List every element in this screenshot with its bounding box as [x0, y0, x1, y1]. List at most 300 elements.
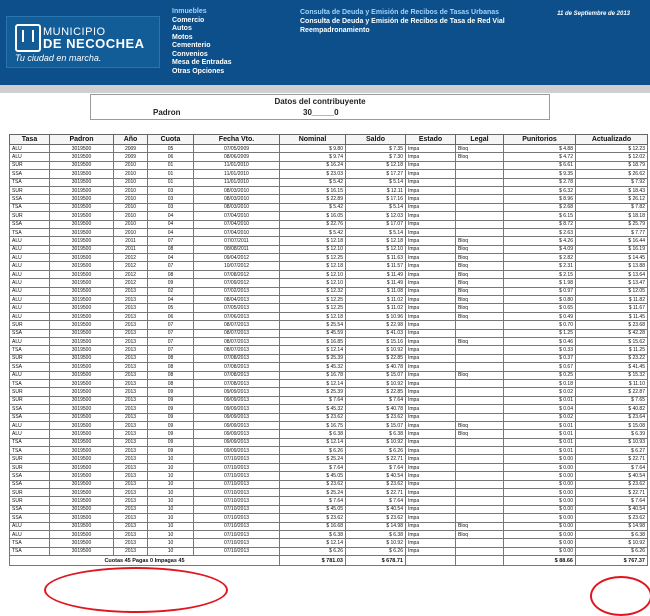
- cell-saldo: $ 5.14: [346, 178, 406, 186]
- cell-fecha-vto: 07/04/2010: [194, 212, 280, 220]
- cell-estado: Impa: [406, 212, 456, 220]
- cell-saldo: $ 23.62: [346, 514, 406, 522]
- cell-nominal: $ 16.75: [280, 421, 346, 429]
- contribuyente-title: Datos del contribuyente: [274, 97, 366, 106]
- cell-saldo: $ 22.98: [346, 321, 406, 329]
- cell-legal: Bloq: [456, 430, 504, 438]
- cell-legal: Bloq: [456, 371, 504, 379]
- cell-fecha-vto: 07/06/2013: [194, 312, 280, 320]
- cell-cuota: 04: [148, 228, 194, 236]
- cell-cuota: 07: [148, 329, 194, 337]
- cell-fecha-vto: 08/03/2010: [194, 195, 280, 203]
- cell-actualizado: $ 12.23: [576, 145, 648, 153]
- table-row: [10, 270, 648, 278]
- cell-cuota: 07: [148, 262, 194, 270]
- cell-cuota: 09: [148, 438, 194, 446]
- cell-estado: Impa: [406, 438, 456, 446]
- cell-padron: 3019500: [50, 388, 114, 396]
- cell-cuota: 01: [148, 161, 194, 169]
- table-footer-row: [10, 556, 648, 566]
- cell-saldo: $ 10.92: [346, 539, 406, 547]
- table-row: [10, 522, 648, 530]
- cell-fecha-vto: 07/08/2013: [194, 363, 280, 371]
- cell-legal: [456, 346, 504, 354]
- cell-tasa: SSA: [10, 505, 50, 513]
- table-row: [10, 547, 648, 555]
- cell-tasa: SUR: [10, 321, 50, 329]
- cell-fecha-vto: 07/10/2013: [194, 480, 280, 488]
- cell-anio: 2009: [114, 145, 148, 153]
- col-anio[interactable]: Año: [114, 135, 148, 145]
- cell-tasa: SSA: [10, 363, 50, 371]
- cell-estado: Impa: [406, 463, 456, 471]
- cell-tasa: ALU: [10, 421, 50, 429]
- cell-punitorios: $ 0.46: [504, 337, 576, 345]
- menu-item-otras-opciones[interactable]: Otras Opciones: [172, 67, 225, 75]
- cell-estado: Impa: [406, 203, 456, 211]
- cell-legal: [456, 321, 504, 329]
- cell-saldo: $ 41.03: [346, 329, 406, 337]
- cell-punitorios: $ 0.00: [504, 514, 576, 522]
- cell-tasa: ALU: [10, 296, 50, 304]
- cell-saldo: $ 7.64: [346, 497, 406, 505]
- cell-tasa: ALU: [10, 237, 50, 245]
- cell-nominal: $ 45.32: [280, 363, 346, 371]
- cell-punitorios: $ 0.02: [504, 413, 576, 421]
- cell-padron: 3019500: [50, 447, 114, 455]
- cell-fecha-vto: 07/08/2013: [194, 354, 280, 362]
- col-punitorios[interactable]: Punitorios: [504, 135, 576, 145]
- table-row: [10, 396, 648, 404]
- cell-legal: [456, 455, 504, 463]
- cell-punitorios: $ 0.00: [504, 497, 576, 505]
- cell-padron: 3019500: [50, 178, 114, 186]
- cell-actualizado: $ 14.98: [576, 522, 648, 530]
- cell-actualizado: $ 23.68: [576, 321, 648, 329]
- table-row: [10, 312, 648, 320]
- cell-fecha-vto: 11/01/2010: [194, 161, 280, 169]
- cell-legal: Bloq: [456, 337, 504, 345]
- cell-saldo: $ 15.07: [346, 421, 406, 429]
- cell-padron: 3019500: [50, 337, 114, 345]
- cell-legal: Bloq: [456, 279, 504, 287]
- cell-fecha-vto: 08/07/2013: [194, 321, 280, 329]
- cell-actualizado: $ 16.44: [576, 237, 648, 245]
- cell-legal: [456, 547, 504, 555]
- cell-legal: [456, 480, 504, 488]
- cell-punitorios: $ 0.00: [504, 547, 576, 555]
- col-legal[interactable]: Legal: [456, 135, 504, 145]
- cell-punitorios: $ 0.01: [504, 438, 576, 446]
- cell-fecha-vto: 10/07/2012: [194, 262, 280, 270]
- municipio-logo[interactable]: [6, 16, 160, 68]
- cell-actualizado: $ 6.27: [576, 447, 648, 455]
- menu-item-cementerio[interactable]: Cementerio: [172, 42, 211, 49]
- table-row: [10, 363, 648, 371]
- table-row: [10, 153, 648, 161]
- cell-actualizado: $ 7.82: [576, 203, 648, 211]
- cell-anio: 2013: [114, 354, 148, 362]
- menu-item-inmuebles[interactable]: Inmuebles: [172, 8, 207, 15]
- cell-punitorios: $ 0.04: [504, 405, 576, 413]
- cell-saldo: $ 11.49: [346, 279, 406, 287]
- cell-cuota: 10: [148, 497, 194, 505]
- cell-actualizado: $ 26.62: [576, 170, 648, 178]
- cell-padron: 3019500: [50, 279, 114, 287]
- cell-padron: 3019500: [50, 505, 114, 513]
- cell-saldo: $ 10.92: [346, 346, 406, 354]
- table-row: [10, 178, 648, 186]
- cell-tasa: TSA: [10, 438, 50, 446]
- cell-padron: 3019500: [50, 170, 114, 178]
- col-saldo[interactable]: Saldo: [346, 135, 406, 145]
- cell-cuota: 07: [148, 337, 194, 345]
- menu-item-motos[interactable]: Motos: [172, 33, 193, 41]
- cell-anio: 2013: [114, 329, 148, 337]
- cell-legal: [456, 388, 504, 396]
- table-row: [10, 245, 648, 253]
- cell-fecha-vto: 08/07/2013: [194, 346, 280, 354]
- cell-legal: [456, 472, 504, 480]
- cell-estado: Impa: [406, 505, 456, 513]
- cell-legal: Bloq: [456, 145, 504, 153]
- cell-nominal: $ 25.24: [280, 489, 346, 497]
- cell-punitorios: $ 0.00: [504, 489, 576, 497]
- cell-punitorios: $ 8.72: [504, 220, 576, 228]
- cell-legal: [456, 186, 504, 194]
- submenu-tasas-urbanas[interactable]: Consulta de Deuda y Emisión de Recibos de Tasas Urbanas: [300, 9, 500, 16]
- cell-padron: 3019500: [50, 220, 114, 228]
- cell-fecha-vto: 08/06/2009: [194, 153, 280, 161]
- sub-menu: [300, 8, 505, 35]
- cell-fecha-vto: 07/10/2013: [194, 547, 280, 555]
- cell-saldo: $ 40.54: [346, 505, 406, 513]
- table-row: [10, 497, 648, 505]
- table-row: [10, 388, 648, 396]
- cell-cuota: 04: [148, 220, 194, 228]
- menu-item-mesa-entradas[interactable]: Mesa de Entradas: [172, 59, 232, 66]
- menu-item-autos[interactable]: Autos: [172, 25, 192, 32]
- cell-fecha-vto: 07/10/2013: [194, 522, 280, 530]
- cell-anio: 2013: [114, 388, 148, 396]
- cell-legal: [456, 170, 504, 178]
- cell-punitorios: $ 0.01: [504, 396, 576, 404]
- cell-saldo: $ 22.71: [346, 489, 406, 497]
- cell-tasa: SSA: [10, 220, 50, 228]
- cell-fecha-vto: 07/10/2013: [194, 455, 280, 463]
- cell-tasa: SUR: [10, 388, 50, 396]
- cell-cuota: 09: [148, 388, 194, 396]
- cell-tasa: SUR: [10, 489, 50, 497]
- cell-legal: [456, 161, 504, 169]
- cell-saldo: $ 12.18: [346, 161, 406, 169]
- cell-anio: 2013: [114, 463, 148, 471]
- col-nominal[interactable]: Nominal: [280, 135, 346, 145]
- cell-anio: 2013: [114, 530, 148, 538]
- cell-tasa: TSA: [10, 203, 50, 211]
- cell-legal: [456, 220, 504, 228]
- cell-punitorios: $ 2.82: [504, 254, 576, 262]
- cell-actualizado: $ 7.65: [576, 396, 648, 404]
- cell-nominal: $ 12.14: [280, 379, 346, 387]
- cell-padron: 3019500: [50, 195, 114, 203]
- cell-estado: Impa: [406, 153, 456, 161]
- cell-anio: 2013: [114, 472, 148, 480]
- cell-estado: Impa: [406, 270, 456, 278]
- padron-label: Padron: [153, 108, 181, 117]
- table-body: [10, 145, 648, 556]
- cell-anio: 2013: [114, 413, 148, 421]
- col-estado[interactable]: Estado: [406, 135, 456, 145]
- cell-cuota: 04: [148, 212, 194, 220]
- cell-tasa: ALU: [10, 530, 50, 538]
- cell-legal: [456, 505, 504, 513]
- cell-fecha-vto: 08/03/2010: [194, 186, 280, 194]
- cell-fecha-vto: 08/04/2013: [194, 296, 280, 304]
- cell-anio: 2010: [114, 220, 148, 228]
- cell-cuota: 09: [148, 405, 194, 413]
- cell-tasa: TSA: [10, 447, 50, 455]
- cell-anio: 2013: [114, 505, 148, 513]
- cell-fecha-vto: 07/08/2013: [194, 379, 280, 387]
- cell-saldo: $ 11.49: [346, 270, 406, 278]
- cell-tasa: ALU: [10, 270, 50, 278]
- cell-nominal: $ 23.62: [280, 413, 346, 421]
- cell-padron: 3019500: [50, 489, 114, 497]
- cell-punitorios: $ 2.63: [504, 228, 576, 236]
- cell-tasa: SSA: [10, 195, 50, 203]
- table-row: [10, 405, 648, 413]
- cell-legal: Bloq: [456, 421, 504, 429]
- cell-nominal: $ 7.64: [280, 463, 346, 471]
- cell-punitorios: $ 0.02: [504, 388, 576, 396]
- cell-punitorios: $ 4.72: [504, 153, 576, 161]
- menu-item-convenios[interactable]: Convenios: [172, 50, 208, 58]
- cell-legal: Bloq: [456, 270, 504, 278]
- table-row: [10, 463, 648, 471]
- cell-anio: 2013: [114, 430, 148, 438]
- cell-actualizado: $ 13.88: [576, 262, 648, 270]
- cell-actualizado: $ 12.02: [576, 153, 648, 161]
- cell-padron: 3019500: [50, 514, 114, 522]
- cell-anio: 2013: [114, 447, 148, 455]
- current-date: 11 de Septiembre de 2013: [557, 11, 630, 17]
- cell-fecha-vto: 09/09/2013: [194, 438, 280, 446]
- cell-saldo: $ 14.98: [346, 522, 406, 530]
- cell-saldo: $ 6.26: [346, 547, 406, 555]
- cell-anio: 2010: [114, 178, 148, 186]
- cell-estado: Impa: [406, 379, 456, 387]
- cell-estado: Impa: [406, 530, 456, 538]
- cell-tasa: ALU: [10, 153, 50, 161]
- cell-estado: Impa: [406, 522, 456, 530]
- cell-nominal: $ 12.14: [280, 346, 346, 354]
- table-row: [10, 413, 648, 421]
- cell-estado: Impa: [406, 279, 456, 287]
- cell-saldo: $ 10.92: [346, 438, 406, 446]
- cell-padron: 3019500: [50, 371, 114, 379]
- table-row: [10, 379, 648, 387]
- cell-padron: 3019500: [50, 304, 114, 312]
- cell-actualizado: $ 15.08: [576, 421, 648, 429]
- cell-actualizado: $ 7.77: [576, 228, 648, 236]
- cell-anio: 2013: [114, 514, 148, 522]
- col-cuota[interactable]: Cuota: [148, 135, 194, 145]
- col-fecha-vto[interactable]: Fecha Vto.: [194, 135, 280, 145]
- cell-tasa: ALU: [10, 371, 50, 379]
- cell-nominal: $ 7.64: [280, 497, 346, 505]
- cell-punitorios: $ 0.33: [504, 346, 576, 354]
- cell-legal: [456, 203, 504, 211]
- cell-nominal: $ 6.38: [280, 530, 346, 538]
- footer-empty-legal: [456, 556, 504, 566]
- submenu-reempadronamiento[interactable]: Reempadronamiento: [300, 27, 370, 34]
- cell-actualizado: $ 12.05: [576, 287, 648, 295]
- cell-anio: 2013: [114, 287, 148, 295]
- cell-saldo: $ 11.08: [346, 287, 406, 295]
- cell-anio: 2013: [114, 522, 148, 530]
- cell-cuota: 10: [148, 472, 194, 480]
- cell-anio: 2010: [114, 228, 148, 236]
- cell-actualizado: $ 18.43: [576, 186, 648, 194]
- cell-saldo: $ 6.38: [346, 530, 406, 538]
- cell-legal: [456, 396, 504, 404]
- table-row: [10, 480, 648, 488]
- cell-punitorios: $ 0.01: [504, 430, 576, 438]
- cell-actualizado: $ 10.93: [576, 438, 648, 446]
- cell-anio: 2012: [114, 270, 148, 278]
- cell-actualizado: $ 25.79: [576, 220, 648, 228]
- cell-actualizado: $ 7.64: [576, 463, 648, 471]
- cell-estado: Impa: [406, 254, 456, 262]
- cell-estado: Impa: [406, 245, 456, 253]
- cell-estado: Impa: [406, 237, 456, 245]
- cell-estado: Impa: [406, 363, 456, 371]
- cell-actualizado: $ 22.71: [576, 489, 648, 497]
- cell-legal: Bloq: [456, 254, 504, 262]
- cell-tasa: ALU: [10, 337, 50, 345]
- cell-padron: 3019500: [50, 262, 114, 270]
- cell-padron: 3019500: [50, 145, 114, 153]
- footer-empty-estado: [406, 556, 456, 566]
- cell-actualizado: $ 11.25: [576, 346, 648, 354]
- table-row: [10, 539, 648, 547]
- cell-anio: 2013: [114, 312, 148, 320]
- shield-emblem-icon: [15, 24, 41, 52]
- cell-estado: Impa: [406, 354, 456, 362]
- cell-padron: 3019500: [50, 539, 114, 547]
- table-row: [10, 505, 648, 513]
- cell-punitorios: $ 0.37: [504, 354, 576, 362]
- cell-estado: Impa: [406, 170, 456, 178]
- cell-nominal: $ 12.10: [280, 270, 346, 278]
- cell-actualizado: $ 18.79: [576, 161, 648, 169]
- cell-estado: Impa: [406, 447, 456, 455]
- cell-nominal: $ 9.80: [280, 145, 346, 153]
- table-row: [10, 186, 648, 194]
- cell-legal: [456, 438, 504, 446]
- cell-anio: 2010: [114, 186, 148, 194]
- cell-saldo: $ 15.07: [346, 371, 406, 379]
- logo-line2: DE NECOCHEA: [43, 36, 145, 51]
- cell-legal: [456, 539, 504, 547]
- cell-nominal: $ 9.74: [280, 153, 346, 161]
- cell-nominal: $ 5.42: [280, 203, 346, 211]
- cell-tasa: SUR: [10, 354, 50, 362]
- cell-saldo: $ 22.85: [346, 354, 406, 362]
- cell-anio: 2013: [114, 480, 148, 488]
- cell-legal: [456, 228, 504, 236]
- cell-tasa: SSA: [10, 480, 50, 488]
- cell-cuota: 08: [148, 371, 194, 379]
- cell-tasa: ALU: [10, 245, 50, 253]
- cell-estado: Impa: [406, 346, 456, 354]
- table-row: [10, 421, 648, 429]
- submenu-red-vial[interactable]: Consulta de Deuda y Emisión de Recibos de Tasa de Red Vial: [300, 18, 505, 25]
- cell-fecha-vto: 09/04/2012: [194, 254, 280, 262]
- cell-estado: Impa: [406, 388, 456, 396]
- cell-punitorios: $ 4.88: [504, 145, 576, 153]
- cell-tasa: SSA: [10, 413, 50, 421]
- col-tasa[interactable]: Tasa: [10, 135, 50, 145]
- cell-cuota: 04: [148, 296, 194, 304]
- cell-fecha-vto: 07/07/2011: [194, 237, 280, 245]
- cell-nominal: $ 12.10: [280, 245, 346, 253]
- cell-estado: Impa: [406, 430, 456, 438]
- cell-actualizado: $ 22.71: [576, 455, 648, 463]
- cell-nominal: $ 12.25: [280, 296, 346, 304]
- col-padron[interactable]: Padron: [50, 135, 114, 145]
- cell-actualizado: $ 40.54: [576, 505, 648, 513]
- cell-padron: 3019500: [50, 463, 114, 471]
- cell-tasa: SSA: [10, 405, 50, 413]
- cell-fecha-vto: 09/09/2013: [194, 396, 280, 404]
- cell-saldo: $ 7.35: [346, 145, 406, 153]
- cell-nominal: $ 5.42: [280, 228, 346, 236]
- cell-nominal: $ 25.39: [280, 388, 346, 396]
- cell-padron: 3019500: [50, 245, 114, 253]
- menu-item-comercio[interactable]: Comercio: [172, 16, 205, 24]
- cell-saldo: $ 22.71: [346, 455, 406, 463]
- cell-padron: 3019500: [50, 212, 114, 220]
- cell-padron: 3019500: [50, 455, 114, 463]
- cell-padron: 3019500: [50, 312, 114, 320]
- cell-anio: 2013: [114, 379, 148, 387]
- cell-cuota: 01: [148, 170, 194, 178]
- logo-slogan: Tu ciudad en marcha.: [15, 53, 102, 63]
- cell-fecha-vto: 07/09/2012: [194, 279, 280, 287]
- cell-actualizado: $ 15.62: [576, 337, 648, 345]
- cell-actualizado: $ 22.87: [576, 388, 648, 396]
- cell-punitorios: $ 0.67: [504, 363, 576, 371]
- cell-anio: 2013: [114, 405, 148, 413]
- cell-saldo: $ 23.62: [346, 480, 406, 488]
- cell-estado: Impa: [406, 337, 456, 345]
- cell-tasa: SUR: [10, 186, 50, 194]
- col-actualizado[interactable]: Actualizado: [576, 135, 648, 145]
- cell-nominal: $ 45.59: [280, 329, 346, 337]
- cell-nominal: $ 12.18: [280, 262, 346, 270]
- cell-actualizado: $ 23.64: [576, 413, 648, 421]
- cell-padron: 3019500: [50, 329, 114, 337]
- cell-fecha-vto: 08/03/2010: [194, 203, 280, 211]
- cell-cuota: 10: [148, 514, 194, 522]
- cell-padron: 3019500: [50, 321, 114, 329]
- table-row: [10, 203, 648, 211]
- cell-saldo: $ 40.78: [346, 363, 406, 371]
- highlight-ellipse-cuotas: [44, 567, 228, 613]
- cell-estado: Impa: [406, 421, 456, 429]
